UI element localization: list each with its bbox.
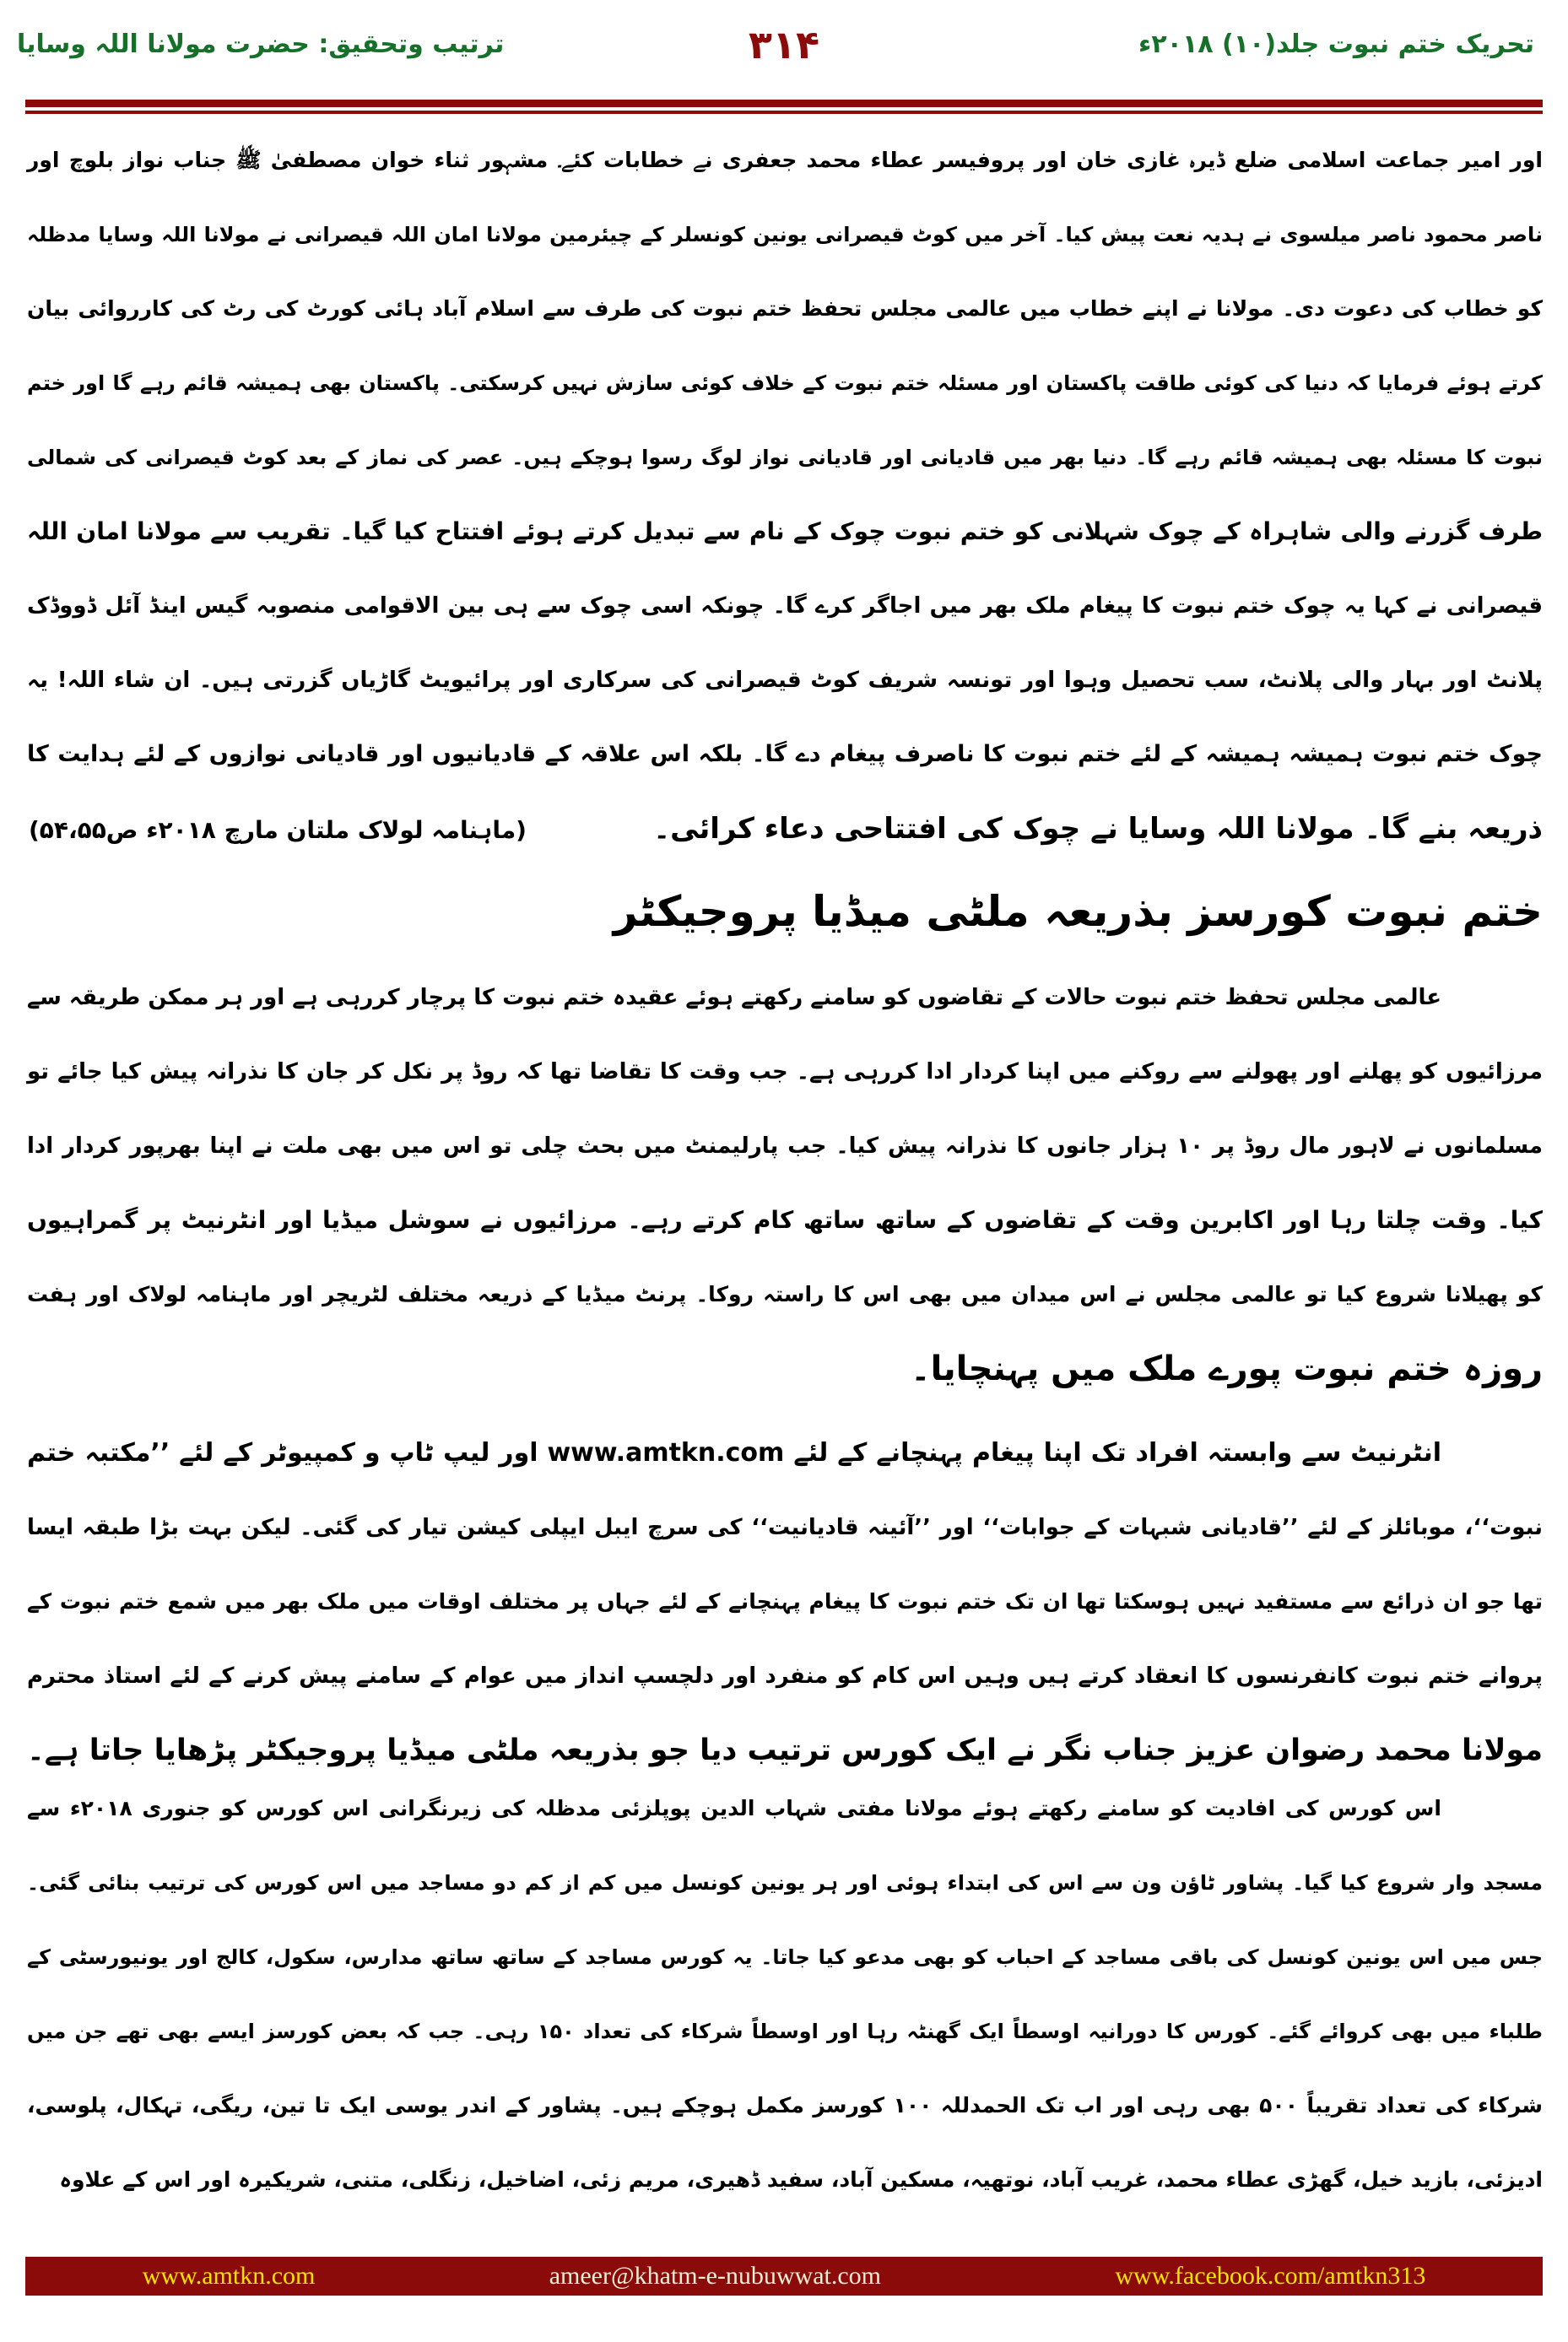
compiler-credit: ترتیب وتحقیق: حضرت مولانا اللہ وسایا	[17, 30, 505, 59]
page-number: ۳۱۴	[748, 22, 820, 68]
paragraph-1-line: ذریعہ بنے گا۔ مولانا اللہ وسایا نے چوک کی افتتاحی دعاء کرائی۔	[653, 812, 1543, 846]
paragraph-2-line: عالمی مجلس تحفظ ختم نبوت حالات کے تقاضوں کو سامنے رکھتے ہوئے عقیدہ ختم نبوت کا پرچار کررہی ہے اور ہر ممکن طریقہ سے	[27, 985, 1441, 1010]
paragraph-4-line: طلباء میں بھی کروائے گئے۔ کورس کا دورانیہ اوسطاً ایک گھنٹہ رہا اور اوسطاً شرکاء کی تعداد ۱۵۰ رہی۔ جب کہ بعض کورسز ایسے بھی تھے جن میں	[27, 2020, 1544, 2043]
footer-facebook-link[interactable]: www.facebook.com/amtkn313	[1115, 2262, 1426, 2290]
footer-bar	[25, 2257, 1543, 2296]
paragraph-4-line: ادیزئی، بازید خیل، گھڑی عطاء محمد، غریب آباد، نوتھیہ، مسکین آباد، سفید ڈھیری، مریم زئی، اضاخیل، زنگلی، متنی، شریکیرہ اور اس کے علاوہ	[59, 2167, 1543, 2192]
paragraph-1-line: پلانٹ اور بہار والی پلانٹ، سب تحصیل وہوا اور تونسہ شریف کوٹ قیصرانی کی سرکاری اور پرائیویٹ گاڑیاں گزرتی ہیں۔ ان شاء اللہ! یہ	[27, 668, 1543, 693]
paragraph-1-line: چوک ختم نبوت ہمیشہ ہمیشہ کے لئے ختم نبوت کا ناصرف پیغام دے گا۔ بلکہ اس علاقہ کے قادیانیوں اور قادیانی نوازوں کے لئے ہدایت کا	[27, 741, 1543, 767]
paragraph-2-line: کو پھیلانا شروع کیا تو عالمی مجلس نے اس میدان میں بھی اس کا راستہ روکا۔ پرنٹ میڈیا کے ذریعہ مختلف لٹریچر اور ماہنامہ لولاک اور ہفت	[27, 1282, 1543, 1306]
paragraph-1-line: نبوت کا مسئلہ بھی ہمیشہ قائم رہے گا۔ دنیا بھر میں قادیانی اور قادیانی نواز لوگ رسوا ہوچکے ہیں۔ عصر کی نماز کے بعد کوٹ قیصرانی کی شمالی	[27, 446, 1543, 469]
paragraph-2-line: روزہ ختم نبوت پورے ملک میں پہنچایا۔	[911, 1349, 1543, 1388]
paragraph-3-line: انٹرنیٹ سے وابستہ افراد تک اپنا پیغام پہنچانے کے لئے www.amtkn.com اور لیپ ٹاپ و کمپیوٹر کے لئے ’’مکتبہ ختم	[27, 1438, 1441, 1468]
footer-website-link[interactable]: www.amtkn.com	[142, 2262, 316, 2290]
paragraph-1-line: کرتے ہوئے فرمایا کہ دنیا کی کوئی طاقت پاکستان اور مسئلہ ختم نبوت کے خلاف کوئی سازش نہیں کرسکتی۔ پاکستان بھی ہمیشہ قائم رہے گا اور ختم	[27, 371, 1543, 395]
book-title: تحریک ختم نبوت جلد(۱۰) ۲۰۱۸ء	[1138, 30, 1534, 59]
header-divider-thick	[25, 100, 1543, 107]
paragraph-1-line: اور امیر جماعت اسلامی ضلع ڈیرہ غازی خان اور پروفیسر عطاء محمد جعفری نے خطابات کئے۔ مشہور ثناء خوان مصطفیٰ ﷺ جناب نواز بلوچ اور	[27, 148, 1543, 172]
paragraph-2-line: مسلمانوں نے لاہور مال روڈ پر ۱۰ ہزار جانوں کا نذرانہ پیش کیا۔ جب پارلیمنٹ میں بحث چلی تو اس میں بھی ملت نے اپنا بھرپور کردار ادا	[27, 1133, 1543, 1159]
paragraph-4-line: جس میں اس یونین کونسل کی باقی مساجد کے احباب کو بھی مدعو کیا جاتا۔ یہ کورس مساجد کے ساتھ ساتھ مدارس، سکول، کالج اور یونیورسٹی کے	[27, 1945, 1543, 1969]
footer-email-link[interactable]: ameer@khatm-e-nubuwwat.com	[549, 2262, 882, 2290]
source-citation: (ماہنامہ لولاک ملتان مارچ ۲۰۱۸ء ص۵۴،۵۵)	[29, 816, 527, 844]
paragraph-1-line: کو خطاب کی دعوت دی۔ مولانا نے اپنے خطاب میں عالمی مجلس تحفظ ختم نبوت کی طرف سے اسلام آباد ہائی کورٹ کی رٹ کی کارروائی بیان	[27, 296, 1543, 321]
paragraph-1-line: طرف گزرنے والی شاہراہ کے چوک شہلانی کو ختم نبوت چوک کے نام سے تبدیل کرتے ہوئے افتتاح کیا گیا۔ تقریب سے مولانا امان اللہ	[27, 517, 1543, 545]
section-heading: ختم نبوت کورسز بذریعہ ملٹی میڈیا پروجیکٹر	[613, 887, 1543, 936]
paragraph-1-line: ناصر محمود ناصر میلسوی نے ہدیہ نعت پیش کیا۔ آخر میں کوٹ قیصرانی یونین کونسلر کے چیئرمین مولانا امان اللہ قیصرانی نے مولانا اللہ وسایا مدظلہ	[27, 223, 1543, 246]
paragraph-2-line: مرزائیوں کو پھلنے اور پھولنے سے روکنے میں اپنا کردار ادا کررہی ہے۔ جب وقت کا تقاضا تھا کہ روڈ پر نکل کر جان کا نذرانہ پیش کیا جائے تو	[27, 1059, 1543, 1084]
paragraph-3-line: تھا جو ان ذرائع سے مستفید نہیں ہوسکتا تھا ان تک ختم نبوت کا پیغام پہنچانے کے لئے جہاں پر مختلف اوقات میں ملک بھر میں شمع ختم نبوت کے	[27, 1589, 1543, 1614]
header-divider-thin	[25, 111, 1543, 114]
paragraph-1-line: قیصرانی نے کہا یہ چوک ختم نبوت کا پیغام ملک بھر میں اجاگر کرے گا۔ چونکہ اسی چوک سے ہی بین الاقوامی منصوبہ گیس اینڈ آئل ڈووڈک	[27, 593, 1543, 619]
paragraph-3-line: پروانے ختم نبوت کانفرنسوں کا انعقاد کرتے ہیں وہیں اس کام کو منفرد اور دلچسپ انداز میں عوام کے سامنے پیش کرنے کے لئے استاذ محترم	[27, 1663, 1543, 1689]
paragraph-2-line: کیا۔ وقت چلتا رہا اور اکابرین وقت کے تقاضوں کے ساتھ ساتھ کام کرتے رہے۔ مرزائیوں نے سوشل میڈیا اور انٹرنیٹ پر گمراہیوں	[27, 1206, 1543, 1234]
paragraph-3-line: مولانا محمد رضوان عزیز جناب نگر نے ایک کورس ترتیب دیا جو بذریعہ ملٹی میڈیا پروجیکٹر پڑھایا جاتا ہے۔	[27, 1734, 1543, 1767]
paragraph-3-line: نبوت‘‘، موبائلز کے لئے ’’قادیانی شبہات کے جوابات‘‘ اور ’’آئینہ قادیانیت‘‘ کی سرچ ایبل ایپلی کیشن تیار کی گئی۔ لیکن بہت بڑا طبقہ ایسا	[27, 1515, 1543, 1540]
paragraph-4-line: مسجد وار شروع کیا گیا۔ پشاور ٹاؤن ون سے اس کی ابتداء ہوئی اور ہر یونین کونسل میں کم از کم دو مساجد میں اس کورس کی ترتیب بنائی گئی۔	[27, 1871, 1543, 1895]
paragraph-4-line: اس کورس کی افادیت کو سامنے رکھتے ہوئے مولانا مفتی شہاب الدین پوپلزئی مدظلہ کی زیرنگرانی اس کورس کو جنوری ۲۰۱۸ء سے	[27, 1796, 1441, 1820]
paragraph-4-line: شرکاء کی تعداد تقریباً ۵۰۰ بھی رہی اور اب تک الحمدللہ ۱۰۰ کورسز مکمل ہوچکے ہیں۔ پشاور کے اندر یوسی ایک تا تین، ریگی، تہکال، پلوسی،	[27, 2093, 1543, 2118]
